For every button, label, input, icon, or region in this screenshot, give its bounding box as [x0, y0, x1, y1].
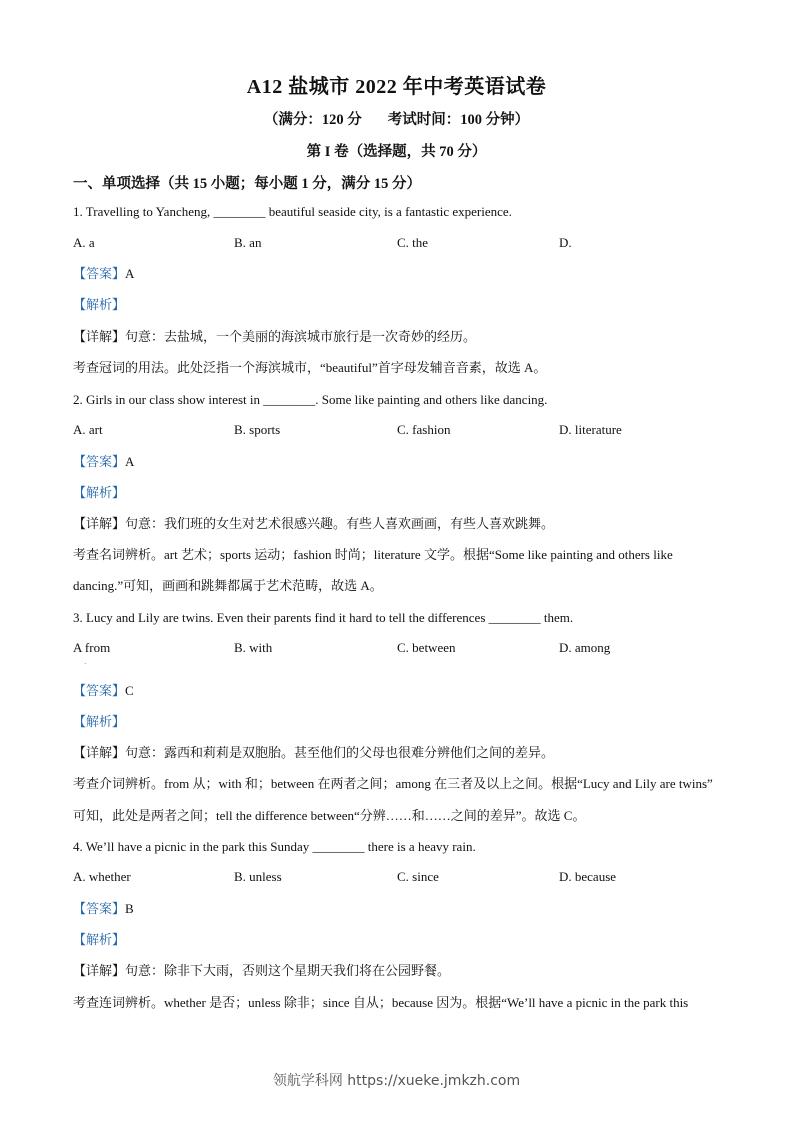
question-1-answer — [73, 265, 723, 283]
stray-mark: · — [84, 660, 87, 668]
question-3-detail-line: 可知，此处是两者之间；tell the difference between“分辨……和……之间的差异”。故选 C。 — [73, 808, 586, 823]
question-4-detail-line: 考查连词辨析。whether 是否；unless 除非；since 自从；because 因为。根据“We’ll have a picnic in the park this — [73, 995, 689, 1010]
option-c: C. the — [397, 235, 429, 250]
question-3-stem: 3. Lucy and Lily are twins. Even their parents find it hard to tell the differences ________ them. — [73, 610, 574, 625]
option-d: D. literature — [559, 422, 622, 437]
question-2-options — [73, 422, 723, 440]
question-2-detail-line: 【详解】句意：我们班的女生对艺术很感兴趣。有些人喜欢画画，有些人喜欢跳舞。 — [73, 516, 555, 531]
question-4-answer — [73, 900, 723, 918]
question-1-detail-line: 【详解】句意：去盐城，一个美丽的海滨城市旅行是一次奇妙的经历。 — [73, 329, 477, 344]
option-a: A. art — [73, 422, 103, 437]
answer-label: 【答案】 — [73, 901, 126, 916]
question-4-detail-line: 【详解】句意：除非下大雨，否则这个星期天我们将在公园野餐。 — [73, 963, 451, 978]
question-3-answer — [73, 682, 723, 700]
option-c: C. since — [397, 869, 439, 884]
option-d: D. — [559, 235, 572, 250]
answer-value: C — [125, 683, 134, 698]
option-a: A from — [73, 640, 111, 655]
option-c: C. between — [397, 640, 456, 655]
question-1-options — [73, 235, 723, 253]
question-3-detail-line: 考查介词辨析。from 从；with 和；between 在两者之间；among 在三者及以上之间。根据“Lucy and Lily are twins” — [73, 776, 713, 791]
part-heading: 第 I 卷（选择题，共 70 分） — [306, 144, 487, 160]
question-3-options — [73, 640, 723, 658]
question-4-options — [73, 869, 723, 887]
question-1-stem: 1. Travelling to Yancheng, ________ beautiful seaside city, is a fantastic experience. — [73, 204, 512, 219]
option-b: B. sports — [234, 422, 281, 437]
answer-label: 【答案】 — [73, 683, 126, 698]
option-b: B. an — [234, 235, 262, 250]
option-d: D. among — [559, 640, 611, 655]
option-b: B. unless — [234, 869, 282, 884]
option-d: D. because — [559, 869, 617, 884]
exam-info — [0, 108, 793, 129]
question-2-detail-line: 考查名词辨析。art 艺术；sports 运动；fashion 时尚；literature 文学。根据“Some like painting and others like — [73, 547, 673, 562]
answer-label: 【答案】 — [73, 454, 126, 469]
answer-label: 【答案】 — [73, 266, 126, 281]
option-a: A. whether — [73, 869, 131, 884]
question-2-analysis-label: 【解析】 — [73, 485, 126, 500]
full-marks: （满分：120 分 — [263, 112, 362, 128]
question-2-stem: 2. Girls in our class show interest in ________. Some like painting and others like dancing. — [73, 392, 548, 407]
option-a: A. a — [73, 235, 95, 250]
page-title: A12 盐城市 2022 年中考英语试卷 — [246, 76, 547, 98]
answer-value: B — [125, 901, 134, 916]
question-4-stem: 4. We’ll have a picnic in the park this Sunday ________ there is a heavy rain. — [73, 839, 476, 854]
question-3-analysis-label: 【解析】 — [73, 714, 126, 729]
question-1-analysis-label: 【解析】 — [73, 297, 126, 312]
question-3-detail-line: 【详解】句意：露西和莉莉是双胞胎。甚至他们的父母也很难分辨他们之间的差异。 — [73, 745, 555, 760]
question-2-detail-line: dancing.”可知，画画和跳舞都属于艺术范畴，故选 A。 — [73, 578, 383, 593]
answer-value: A — [125, 266, 135, 281]
section-heading: 一、单项选择（共 15 小题；每小题 1 分，满分 15 分） — [73, 176, 421, 192]
answer-value: A — [125, 454, 135, 469]
question-2-answer — [73, 453, 723, 471]
question-1-detail-line: 考查冠词的用法。此处泛指一个海滨城市，“beautiful”首字母发辅音音素，故选 A。 — [73, 360, 547, 375]
exam-time: 考试时间：100 分钟） — [387, 112, 530, 128]
option-c: C. fashion — [397, 422, 451, 437]
question-4-analysis-label: 【解析】 — [73, 932, 126, 947]
option-b: B. with — [234, 640, 273, 655]
footer-watermark: 领航学科网 https://xueke.jmkzh.com — [272, 1073, 521, 1089]
